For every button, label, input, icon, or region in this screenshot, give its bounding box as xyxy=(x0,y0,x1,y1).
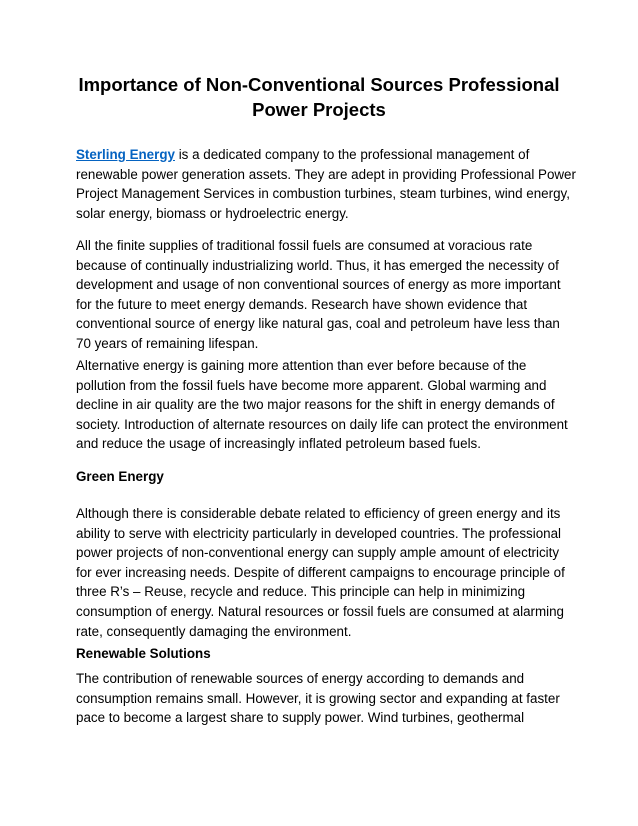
intro-text: is a dedicated company to the professional management of renewable power generation assets. They are adept in providing Professional Power Project Management Services in combustion turbines, steam turbines, wind energy, solar energy, biomass or hydroelectric energy. xyxy=(76,147,576,221)
page-title: Importance of Non-Conventional Sources Professional Power Projects xyxy=(78,74,560,120)
sterling-energy-link[interactable]: Sterling Energy xyxy=(76,147,175,162)
fossil-fuels-paragraph: All the finite supplies of traditional fossil fuels are consumed at voracious rate because of continually industrializing world. Thus, it has emerged the necessity of development and usage of non conventional sources of energy as more important for the future to meet energy demands. Research have shown evidence that conventional source of energy like natural gas, coal and petroleum have less than 70 years of remaining lifespan. xyxy=(76,238,561,351)
renewable-solutions-paragraph: The contribution of renewable sources of energy according to demands and consumption remains small. However, it is growing sector and expanding at faster pace to become a largest share to supply power. Wind turbines, geothermal xyxy=(76,671,560,726)
intro-paragraph xyxy=(76,145,576,223)
green-energy-heading: Green Energy xyxy=(76,469,164,484)
green-energy-paragraph: Although there is considerable debate related to efficiency of green energy and its ability to serve with electricity particularly in developed countries. The professional power projects of non-conventional energy can supply ample amount of electricity for ever increasing needs. Despite of different campaigns to encourage principle of three R’s – Reuse, recycle and reduce. This principle can help in minimizing consumption of energy. Natural resources or fossil fuels are consumed at alarming rate, consequently damaging the environment. xyxy=(76,506,565,639)
renewable-solutions-heading: Renewable Solutions xyxy=(76,646,211,661)
alternative-energy-paragraph: Alternative energy is gaining more attention than ever before because of the pollution from the fossil fuels have become more apparent. Global warming and decline in air quality are the two major reasons for the shift in energy demands of society. Introduction of alternate resources on daily life can protect the environment and reduce the usage of increasingly inflated petroleum based fuels. xyxy=(76,358,568,452)
